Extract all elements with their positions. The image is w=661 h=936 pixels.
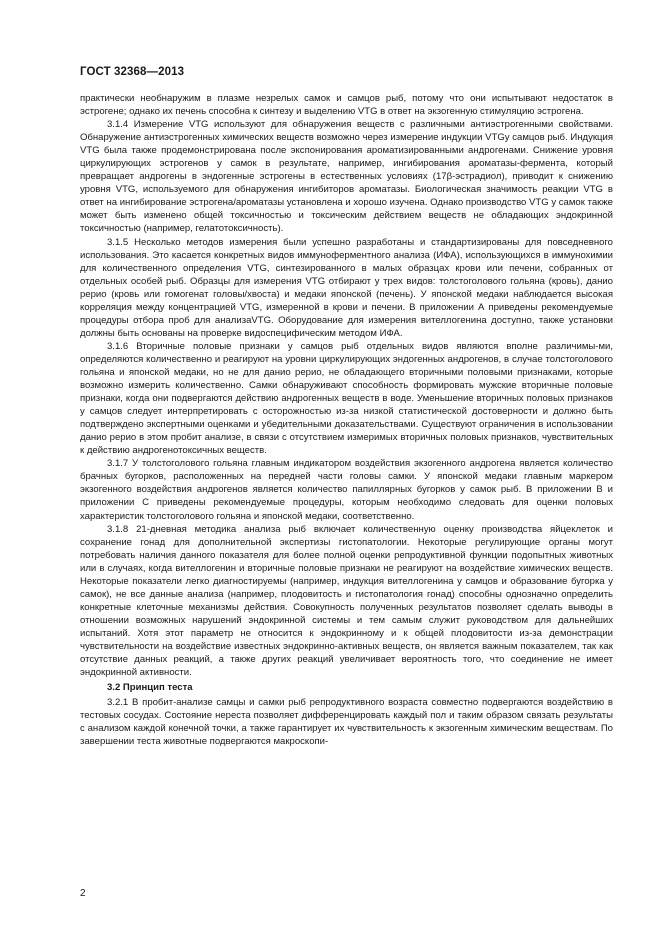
paragraph-3-2-1: 3.2.1 В пробит-анализе самцы и самки рыб репродуктивного возраста совместно подвергаются воздействию в тестовых сосудах. Состояние нереста позволяет дифференцировать каждый пол и таким образом связать результаты с анализом каждой конечной точки, а также гарантирует их чувствительность к экзогенным химическим веществам. По завершении теста животные подвергаются макроскопи-	[80, 697, 613, 748]
paragraph-3-1-5: 3.1.5 Несколько методов измерения были успешно разработаны и стандартизированы для повседневного использования. Это касается конкретных видов иммуноферментного анализа (ИФА), использующихся в иммунохимии для количественного определения VTG, синтезированного в малых образцах крови или печени, собранных от отдельных особей рыб. Образцы для измерения VTG отбирают у трех видов: толстоголового гольяна (кровь), данио рерио (кровь или гомогенат головы/хвоста) и медаки японской (печень). У японской медаки наблюдается высокая корреляция между концентрацией VTG, измеренной в крови и печени. В приложении А приведены рекомендуемые процедуры отбора проб для анализаVTG. Оборудование для измерения вителлогенина доступно, также установки должны быть основаны на проверке видоспецифическим методом ИФА.	[80, 236, 613, 339]
section-heading-3-2: 3.2 Принцип теста	[107, 682, 193, 694]
paragraph-3-1-4: 3.1.4 Измерение VTG используют для обнаружения веществ с различными антиэстрогенными свойствами. Обнаружение антиэстрогенных химических веществ возможно через измерение индукции VTGу самцов рыб. Индукция VTG была также продемонстрирована после экспонирования ароматизированными андрогенами. Снижение уровня циркулирующих эстрогенов у самок в результате, например, ингибирования ароматазы-фермента, который превращает андрогены в эндогенные эстрогены в естественных условиях (17β-эстрадиол), приводит к снижению уровня VTG, используемого для обнаружения ингибиторов ароматазы. Биологическая значимость реакции VTG в ответ на ингибирование эстрогена/ароматазы установлена и хорошо изучена. Однако производство VTG у самок также может быть изменено общей токсичностью и токсическим действием веществ не обладающих эндокринной токсичностью (например, гелатотоксичность).	[80, 119, 613, 235]
paragraph-3-1-7: 3.1.7 У толстоголового гольяна главным индикатором воздействия экзогенного андрогена является количество брачных бугорков, расположенных на передней части головы самки. У японской медаки главным маркером экзогенного воздействия андрогенов является количество папиллярных бугорков у самок рыб. В приложении В и приложении С приведены рекомендуемые процедуры, которым необходимо следовать для оценки половых характеристик толстоголового гольяна и японской медаки, соответственно.	[80, 458, 613, 522]
paragraph-continuation: практически необнаружим в плазме незрелых самок и самцов рыб, потому что они испытывают недостаток в эстрогене; однако их печень способна к синтезу и выделению VTG в ответ на экзогенную стимуляцию эстрогена.	[80, 93, 613, 118]
document-header: ГОСТ 32368—2013	[80, 66, 185, 78]
page-number: 2	[80, 888, 86, 899]
paragraph-3-1-6: 3.1.6 Вторичные половые признаки у самцов рыб отдельных видов являются вполне различимы-ми, определяются количественно и реагируют на уровни циркулирующих эндогенных андрогенов, в случае толстоголового гольяна и японской медаки, но не для данио рерио, не обладающего вторичными половыми признаками, которые возможно измерить количественно. Самки обнаруживают способность формировать мужские вторичные половые признаки, когда они подвергаются действию андрогенных веществ в воде. Уменьшение вторичных половых признаков у самцов следует интерпретировать с осторожностью из-за низкой статистической достоверности и должно быть подтверждено экспертными оценками и убедительными доказательствами. Существуют ограничения в использовании данио рерио в этом пробит анализе, в связи с отсутствием измеримых вторичных половых признаков, чувствительных к действию андрогенотоксичных веществ.	[80, 340, 613, 457]
paragraph-3-1-8: 3.1.8 21-дневная методика анализа рыб включает количественную оценку производства яйцеклеток и сохранение гонад для дополнительной экспертизы гистопатологии. Некоторые регулирующие органы могут потребовать наличия данного показателя для более полной оценки репродуктивной функции подопытных животных или в случаях, когда вителлогенин и вторичные половые признаки не реагируют на воздействие химических веществ. Некоторые показатели легко диагностируемы (например, индукция вителлогенина у самцов и образование бугорка у самок), не все данные анализа (например, плодовитость и гистопатология гонад) способны однозначно определить конкретные клеточные механизмы действия. Совокупность полученных результатов позволяет сделать выводы в отношении возможных нарушений эндокринной системы и тем самым служит руководством для дальнейших испытаний. Хотя этот параметр не относится к эндокринному и к общей плодовитости из-за демонстрации чувствительности на воздействие известных эндокринно-активных веществ, он является важным показателем, так как отсутствие данных реакций, а также других реакций увеличивает вероятность того, что соединение не имеет эндокринной активности.	[80, 523, 613, 679]
document-body	[80, 92, 613, 748]
